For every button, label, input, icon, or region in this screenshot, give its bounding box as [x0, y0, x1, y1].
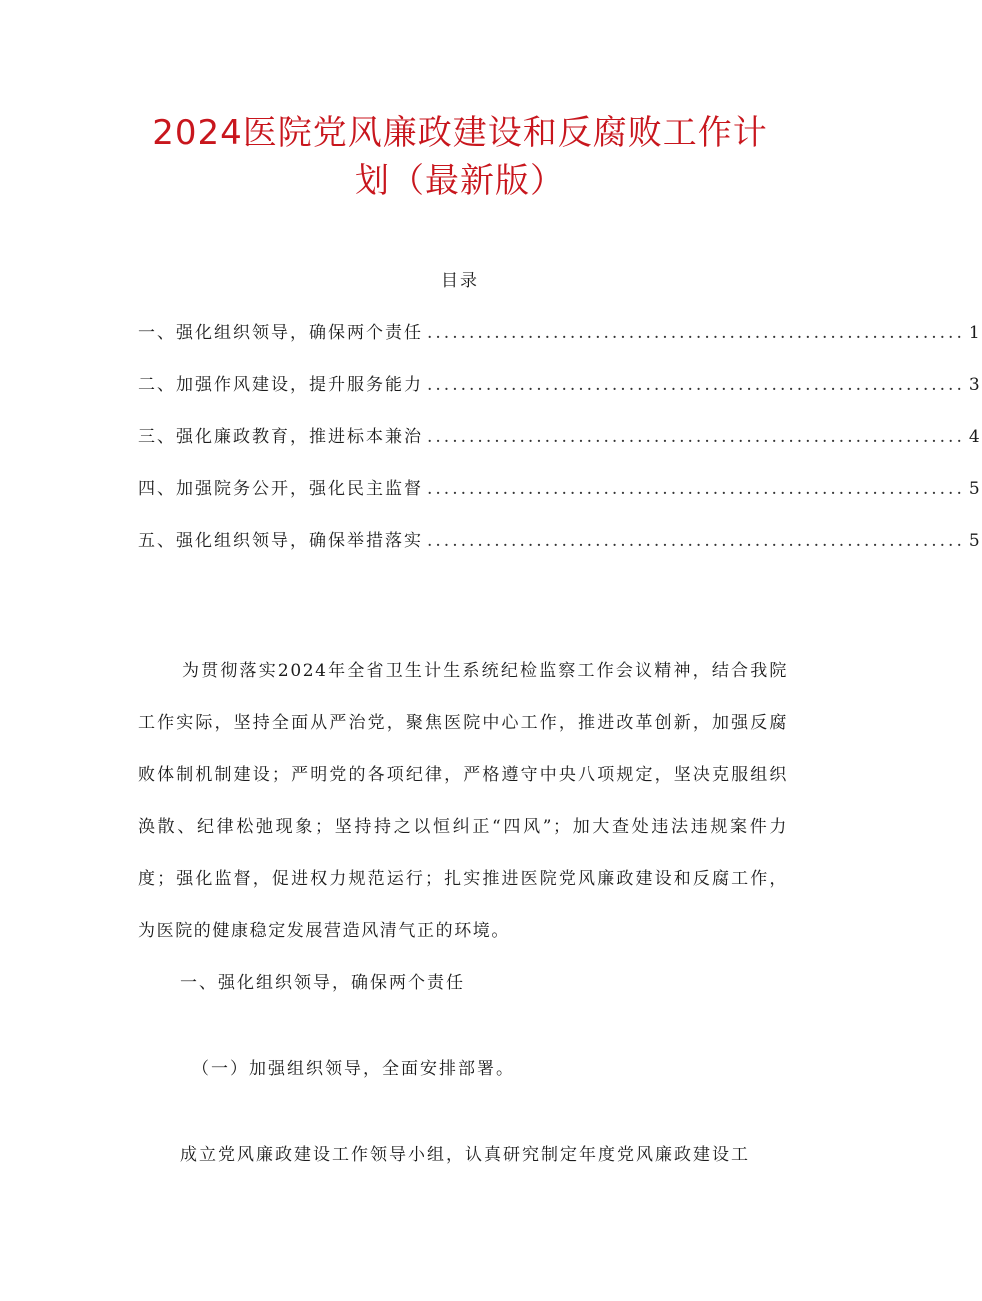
toc-item-label: 二、加强作风建设，提升服务能力 [138, 375, 423, 395]
toc-leader-dots: ................................................................ [427, 531, 965, 551]
table-of-contents [138, 318, 982, 578]
toc-item-page: 5 [968, 479, 982, 499]
toc-item[interactable] [138, 474, 982, 526]
toc-heading: 目录 [441, 271, 479, 291]
toc-item[interactable] [138, 318, 982, 370]
toc-item[interactable] [138, 526, 982, 578]
toc-item-label: 三、强化廉政教育，推进标本兼治 [138, 427, 423, 447]
toc-item-page: 5 [968, 531, 982, 551]
intro-paragraph: 为贯彻落实2024年全省卫生计生系统纪检监察工作会议精神，结合我院工作实际，坚持全面从严治党，聚焦医院中心工作，推进改革创新，加强反腐败体制机制建设；严明党的各项纪律，严格遵守中央八项规定，坚决克服组织涣散、纪律松弛现象；坚持持之以恒纠正“四风”；加大查处违法违规案件力度；强化监督，促进权力规范运行；扎实推进医院党风廉政建设和反腐工作，为医院的健康稳定发展营造风清气正的环境。 [138, 661, 788, 941]
toc-item-page: 4 [968, 427, 982, 447]
toc-item-label: 五、强化组织领导，确保举措落实 [138, 531, 423, 551]
toc-item[interactable] [138, 370, 982, 422]
subsection-heading: （一）加强组织领导，全面安排部署。 [192, 1059, 515, 1079]
document-title-line-1: 2024医院党风廉政建设和反腐败工作计 [152, 113, 768, 153]
section-heading: 一、强化组织领导，确保两个责任 [180, 973, 465, 993]
body-paragraph: 成立党风廉政建设工作领导小组，认真研究制定年度党风廉政建设工 [180, 1145, 750, 1165]
toc-leader-dots: ................................................................ [427, 375, 965, 395]
toc-item-page: 3 [968, 375, 982, 395]
toc-item[interactable] [138, 422, 982, 474]
toc-item-page: 1 [968, 323, 982, 343]
toc-leader-dots: ................................................................ [427, 479, 965, 499]
toc-item-label: 一、强化组织领导，确保两个责任 [138, 323, 423, 343]
toc-item-label: 四、加强院务公开，强化民主监督 [138, 479, 423, 499]
toc-leader-dots: ................................................................ [427, 427, 965, 447]
document-title-line-2: 划（最新版） [355, 161, 565, 201]
toc-leader-dots: ................................................................ [427, 323, 965, 343]
